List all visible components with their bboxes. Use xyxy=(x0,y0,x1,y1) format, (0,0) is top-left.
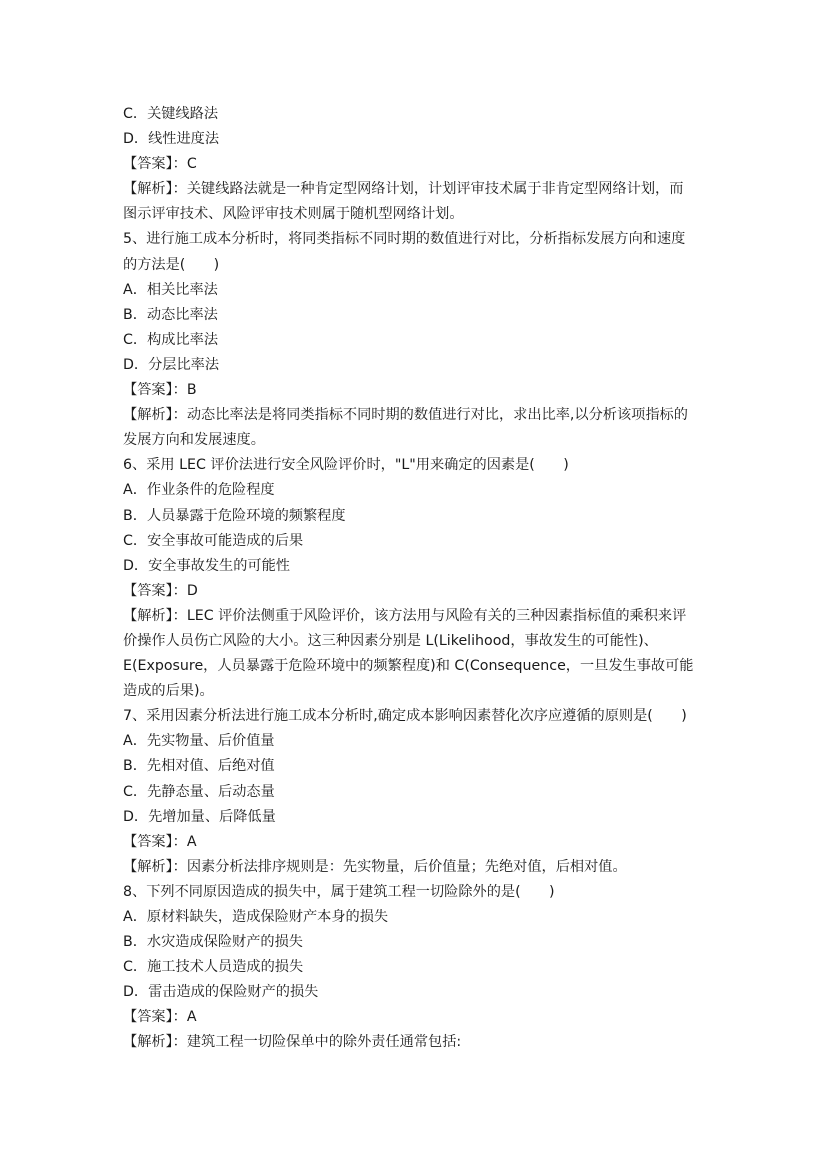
answer: 【答案】：A xyxy=(123,1009,197,1026)
explanation: 【解析】：因素分析法排序规则是：先实物量，后价值量；先绝对值，后相对值。 xyxy=(123,858,627,875)
option-d: D．线性进度法 xyxy=(123,131,220,148)
question-7: 7、采用因素分析法进行施工成本分析时,确定成本影响因素替化次序应遵循的原则是( ) xyxy=(123,708,687,725)
question-5: 5、进行施工成本分析时，将同类指标不同时期的数值进行对比，分析指标发展方向和速度 xyxy=(123,231,686,248)
option-c: C．施工技术人员造成的损失 xyxy=(123,959,304,976)
explanation-cont: 图示评审技术、风险评审技术则属于随机型网络计划。 xyxy=(123,206,464,223)
option-d: D．安全事故发生的可能性 xyxy=(123,557,290,574)
explanation: 【解析】：动态比率法是将同类指标不同时期的数值进行对比，求出比率,以分析该项指标的 xyxy=(123,407,688,424)
option-c: C．关键线路法 xyxy=(123,106,219,122)
option-b: B．动态比率法 xyxy=(123,306,218,323)
option-c: C．构成比率法 xyxy=(123,331,219,348)
question-5-cont: 的方法是( ) xyxy=(123,256,220,273)
option-a: A．相关比率法 xyxy=(123,281,218,298)
option-d: D．先增加量、后降低量 xyxy=(123,808,276,825)
explanation-cont: 发展方向和发展速度。 xyxy=(123,432,265,449)
option-b: B．人员暴露于危险环境的频繁程度 xyxy=(123,507,346,524)
option-d: D．雷击造成的保险财产的损失 xyxy=(123,984,319,1001)
option-d: D．分层比率法 xyxy=(123,356,220,373)
explanation-cont: 造成的后果)。 xyxy=(123,683,214,700)
answer: 【答案】：A xyxy=(123,833,197,850)
explanation-cont: 价操作人员伤亡风险的大小。这三种因素分别是 L(Likelihood，事故发生的可能性)、 xyxy=(123,632,658,649)
document-page xyxy=(123,102,713,1056)
option-c: C．安全事故可能造成的后果 xyxy=(123,532,304,549)
option-c: C．先静态量、后动态量 xyxy=(123,783,275,800)
explanation: 【解析】：LEC 评价法侧重于风险评价，该方法用与风险有关的三种因素指标值的乘积来评 xyxy=(123,607,687,624)
explanation: 【解析】：建筑工程一切险保单中的除外责任通常包括: xyxy=(123,1034,462,1051)
answer: 【答案】：D xyxy=(123,582,198,599)
option-a: A．原材料缺失，造成保险财产本身的损失 xyxy=(123,909,389,925)
option-a: A．作业条件的危险程度 xyxy=(123,482,275,499)
explanation: 【解析】：关键线路法就是一种肯定型网络计划，计划评审技术属于非肯定型网络计划，而 xyxy=(123,181,684,198)
answer: 【答案】：B xyxy=(123,382,197,399)
option-a: A．先实物量、后价值量 xyxy=(123,733,275,750)
answer: 【答案】：C xyxy=(123,156,197,173)
option-b: B．先相对值、后绝对值 xyxy=(123,758,275,775)
option-b: B．水灾造成保险财产的损失 xyxy=(123,934,303,951)
explanation-cont: E(Exposure，人员暴露于危险环境中的频繁程度)和 C(Consequence，一旦发生事故可能 xyxy=(123,658,694,675)
question-8: 8、下列不同原因造成的损失中，属于建筑工程一切险除外的是( ) xyxy=(123,883,555,900)
question-6: 6、采用 LEC 评价法进行安全风险评价时，"L"用来确定的因素是( ) xyxy=(123,457,569,474)
